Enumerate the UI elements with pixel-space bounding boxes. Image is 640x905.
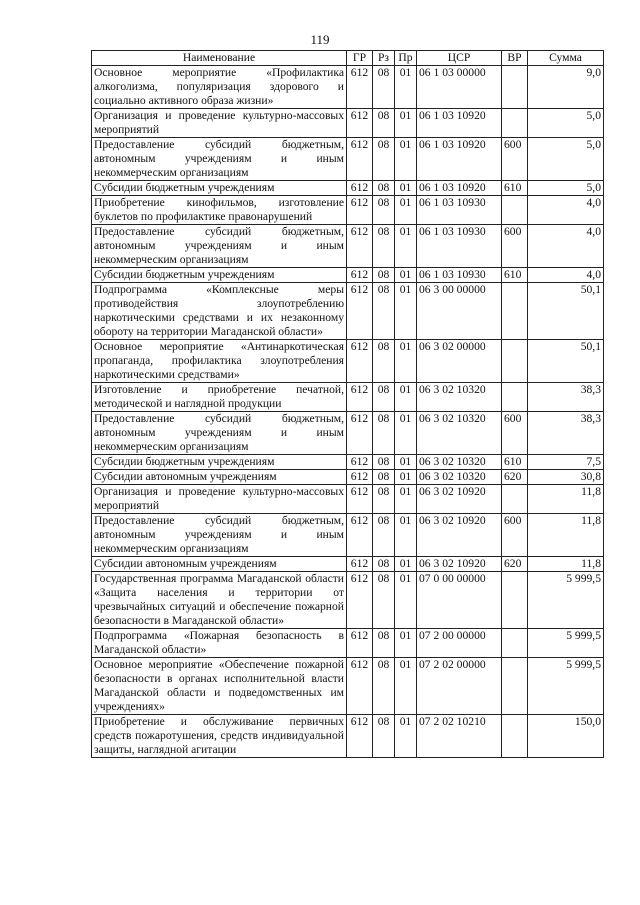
cell-pr: 01	[395, 557, 417, 572]
cell-gr: 612	[347, 485, 373, 514]
cell-pr: 01	[395, 470, 417, 485]
header-sum: Сумма	[528, 51, 604, 66]
table-row	[92, 629, 604, 658]
cell-name: Предоставление субсидий бюджетным, автономным учреждениям и иным некоммерческим организациям	[92, 514, 347, 557]
cell-sum: 7,5	[528, 455, 604, 470]
cell-name: Государственная программа Магаданской области «Защита населения и территории от чрезвычайных ситуаций и обеспечение пожарной безопасности в Магаданской области»	[92, 572, 347, 629]
cell-csr: 06 3 02 10920	[417, 514, 502, 557]
cell-vr	[502, 629, 528, 658]
budget-table	[91, 50, 604, 758]
cell-gr: 612	[347, 268, 373, 283]
cell-gr: 612	[347, 412, 373, 455]
cell-pr: 01	[395, 283, 417, 340]
cell-sum: 4,0	[528, 225, 604, 268]
table-row	[92, 225, 604, 268]
cell-sum: 5,0	[528, 138, 604, 181]
header-vr: ВР	[502, 51, 528, 66]
cell-gr: 612	[347, 470, 373, 485]
cell-csr: 06 3 02 10920	[417, 557, 502, 572]
cell-sum: 30,8	[528, 470, 604, 485]
cell-rz: 08	[373, 138, 395, 181]
cell-pr: 01	[395, 196, 417, 225]
cell-name: Приобретение и обслуживание первичных средств пожаротушения, средств индивидуальной защиты, наглядной агитации	[92, 715, 347, 758]
header-gr: ГР	[347, 51, 373, 66]
cell-gr: 612	[347, 66, 373, 109]
cell-pr: 01	[395, 66, 417, 109]
cell-pr: 01	[395, 658, 417, 715]
cell-vr	[502, 383, 528, 412]
cell-sum: 5,0	[528, 181, 604, 196]
cell-rz: 08	[373, 268, 395, 283]
table-row	[92, 138, 604, 181]
table-row	[92, 514, 604, 557]
cell-name: Подпрограмма «Комплексные меры противодействия злоупотреблению наркотическими средствами и их незаконному обороту на территории Магаданской области»	[92, 283, 347, 340]
cell-name: Предоставление субсидий бюджетным, автономным учреждениям и иным некоммерческим организациям	[92, 225, 347, 268]
cell-vr	[502, 340, 528, 383]
cell-rz: 08	[373, 196, 395, 225]
cell-csr: 06 1 03 10930	[417, 196, 502, 225]
cell-vr: 600	[502, 514, 528, 557]
cell-rz: 08	[373, 658, 395, 715]
cell-vr: 610	[502, 455, 528, 470]
cell-sum: 4,0	[528, 268, 604, 283]
cell-name: Приобретение кинофильмов, изготовление буклетов по профилактике правонарушений	[92, 196, 347, 225]
cell-rz: 08	[373, 629, 395, 658]
cell-vr	[502, 196, 528, 225]
cell-gr: 612	[347, 557, 373, 572]
cell-vr	[502, 658, 528, 715]
cell-rz: 08	[373, 383, 395, 412]
cell-rz: 08	[373, 340, 395, 383]
cell-vr: 610	[502, 181, 528, 196]
cell-sum: 50,1	[528, 283, 604, 340]
cell-vr	[502, 715, 528, 758]
cell-pr: 01	[395, 485, 417, 514]
cell-pr: 01	[395, 138, 417, 181]
cell-sum: 38,3	[528, 412, 604, 455]
cell-rz: 08	[373, 181, 395, 196]
cell-csr: 06 1 03 10930	[417, 268, 502, 283]
table-row	[92, 383, 604, 412]
cell-gr: 612	[347, 383, 373, 412]
cell-vr: 600	[502, 412, 528, 455]
cell-gr: 612	[347, 514, 373, 557]
cell-pr: 01	[395, 412, 417, 455]
cell-sum: 4,0	[528, 196, 604, 225]
cell-sum: 5 999,5	[528, 629, 604, 658]
cell-csr: 06 1 03 10930	[417, 225, 502, 268]
table-row	[92, 268, 604, 283]
cell-sum: 50,1	[528, 340, 604, 383]
table-row	[92, 470, 604, 485]
cell-pr: 01	[395, 455, 417, 470]
cell-rz: 08	[373, 470, 395, 485]
cell-vr	[502, 283, 528, 340]
cell-gr: 612	[347, 455, 373, 470]
cell-vr	[502, 66, 528, 109]
table-row	[92, 283, 604, 340]
cell-name: Подпрограмма «Пожарная безопасность в Магаданской области»	[92, 629, 347, 658]
cell-rz: 08	[373, 514, 395, 557]
cell-name: Организация и проведение культурно-массовых мероприятий	[92, 485, 347, 514]
page-number: 119	[310, 32, 330, 47]
cell-rz: 08	[373, 557, 395, 572]
table-row	[92, 66, 604, 109]
cell-gr: 612	[347, 181, 373, 196]
cell-name: Организация и проведение культурно-массовых мероприятий	[92, 109, 347, 138]
table-row	[92, 485, 604, 514]
table-row	[92, 196, 604, 225]
table-row	[92, 412, 604, 455]
table-row	[92, 455, 604, 470]
cell-csr: 06 3 02 10320	[417, 412, 502, 455]
cell-gr: 612	[347, 196, 373, 225]
cell-csr: 07 0 00 00000	[417, 572, 502, 629]
cell-vr: 610	[502, 268, 528, 283]
cell-sum: 11,8	[528, 557, 604, 572]
cell-rz: 08	[373, 715, 395, 758]
cell-sum: 150,0	[528, 715, 604, 758]
cell-gr: 612	[347, 225, 373, 268]
cell-rz: 08	[373, 66, 395, 109]
cell-pr: 01	[395, 225, 417, 268]
cell-csr: 07 2 02 00000	[417, 658, 502, 715]
cell-csr: 06 3 02 10320	[417, 470, 502, 485]
table-row	[92, 658, 604, 715]
cell-pr: 01	[395, 340, 417, 383]
cell-vr: 600	[502, 225, 528, 268]
cell-csr: 06 1 03 10920	[417, 181, 502, 196]
cell-name: Субсидии бюджетным учреждениям	[92, 455, 347, 470]
cell-gr: 612	[347, 138, 373, 181]
cell-csr: 06 1 03 10920	[417, 138, 502, 181]
cell-pr: 01	[395, 181, 417, 196]
cell-rz: 08	[373, 109, 395, 138]
cell-rz: 08	[373, 225, 395, 268]
cell-rz: 08	[373, 455, 395, 470]
cell-vr: 600	[502, 138, 528, 181]
cell-csr: 06 3 02 10320	[417, 455, 502, 470]
table-row	[92, 340, 604, 383]
cell-gr: 612	[347, 283, 373, 340]
cell-name: Предоставление субсидий бюджетным, автономным учреждениям и иным некоммерческим организациям	[92, 138, 347, 181]
cell-gr: 612	[347, 658, 373, 715]
cell-rz: 08	[373, 283, 395, 340]
table-row	[92, 109, 604, 138]
cell-vr	[502, 572, 528, 629]
table-row	[92, 572, 604, 629]
cell-csr: 06 1 03 00000	[417, 66, 502, 109]
cell-gr: 612	[347, 340, 373, 383]
cell-csr: 06 3 00 00000	[417, 283, 502, 340]
cell-sum: 9,0	[528, 66, 604, 109]
cell-pr: 01	[395, 268, 417, 283]
cell-csr: 06 3 02 10920	[417, 485, 502, 514]
cell-csr: 06 3 02 10320	[417, 383, 502, 412]
cell-name: Основное мероприятие «Обеспечение пожарной безопасности в органах исполнительной власти Магаданской области и подведомственных им учреждениях»	[92, 658, 347, 715]
cell-csr: 06 3 02 00000	[417, 340, 502, 383]
cell-pr: 01	[395, 715, 417, 758]
cell-vr: 620	[502, 470, 528, 485]
header-csr: ЦСР	[417, 51, 502, 66]
cell-gr: 612	[347, 629, 373, 658]
table-header-row	[92, 51, 604, 66]
cell-name: Предоставление субсидий бюджетным, автономным учреждениям и иным некоммерческим организациям	[92, 412, 347, 455]
cell-sum: 5 999,5	[528, 572, 604, 629]
header-rz: Рз	[373, 51, 395, 66]
header-pr: Пр	[395, 51, 417, 66]
cell-pr: 01	[395, 514, 417, 557]
cell-vr	[502, 109, 528, 138]
cell-gr: 612	[347, 109, 373, 138]
cell-rz: 08	[373, 572, 395, 629]
cell-name: Субсидии бюджетным учреждениям	[92, 181, 347, 196]
cell-pr: 01	[395, 572, 417, 629]
cell-sum: 5,0	[528, 109, 604, 138]
cell-gr: 612	[347, 715, 373, 758]
cell-pr: 01	[395, 109, 417, 138]
cell-csr: 06 1 03 10920	[417, 109, 502, 138]
cell-pr: 01	[395, 383, 417, 412]
cell-sum: 5 999,5	[528, 658, 604, 715]
cell-name: Основное мероприятие «Профилактика алкоголизма, популяризация здорового и социально активного образа жизни»	[92, 66, 347, 109]
table-row	[92, 557, 604, 572]
table-row	[92, 181, 604, 196]
cell-csr: 07 2 00 00000	[417, 629, 502, 658]
cell-vr: 620	[502, 557, 528, 572]
cell-name: Изготовление и приобретение печатной, методической и наглядной продукции	[92, 383, 347, 412]
cell-pr: 01	[395, 629, 417, 658]
cell-rz: 08	[373, 485, 395, 514]
cell-gr: 612	[347, 572, 373, 629]
cell-name: Субсидии автономным учреждениям	[92, 470, 347, 485]
cell-csr: 07 2 02 10210	[417, 715, 502, 758]
cell-name: Субсидии бюджетным учреждениям	[92, 268, 347, 283]
cell-sum: 38,3	[528, 383, 604, 412]
cell-name: Основное мероприятие «Антинаркотическая пропаганда, профилактика злоупотребления наркотическими средствами»	[92, 340, 347, 383]
cell-name: Субсидии автономным учреждениям	[92, 557, 347, 572]
table-row	[92, 715, 604, 758]
cell-sum: 11,8	[528, 485, 604, 514]
cell-vr	[502, 485, 528, 514]
cell-rz: 08	[373, 412, 395, 455]
header-name: Наименование	[92, 51, 347, 66]
cell-sum: 11,8	[528, 514, 604, 557]
